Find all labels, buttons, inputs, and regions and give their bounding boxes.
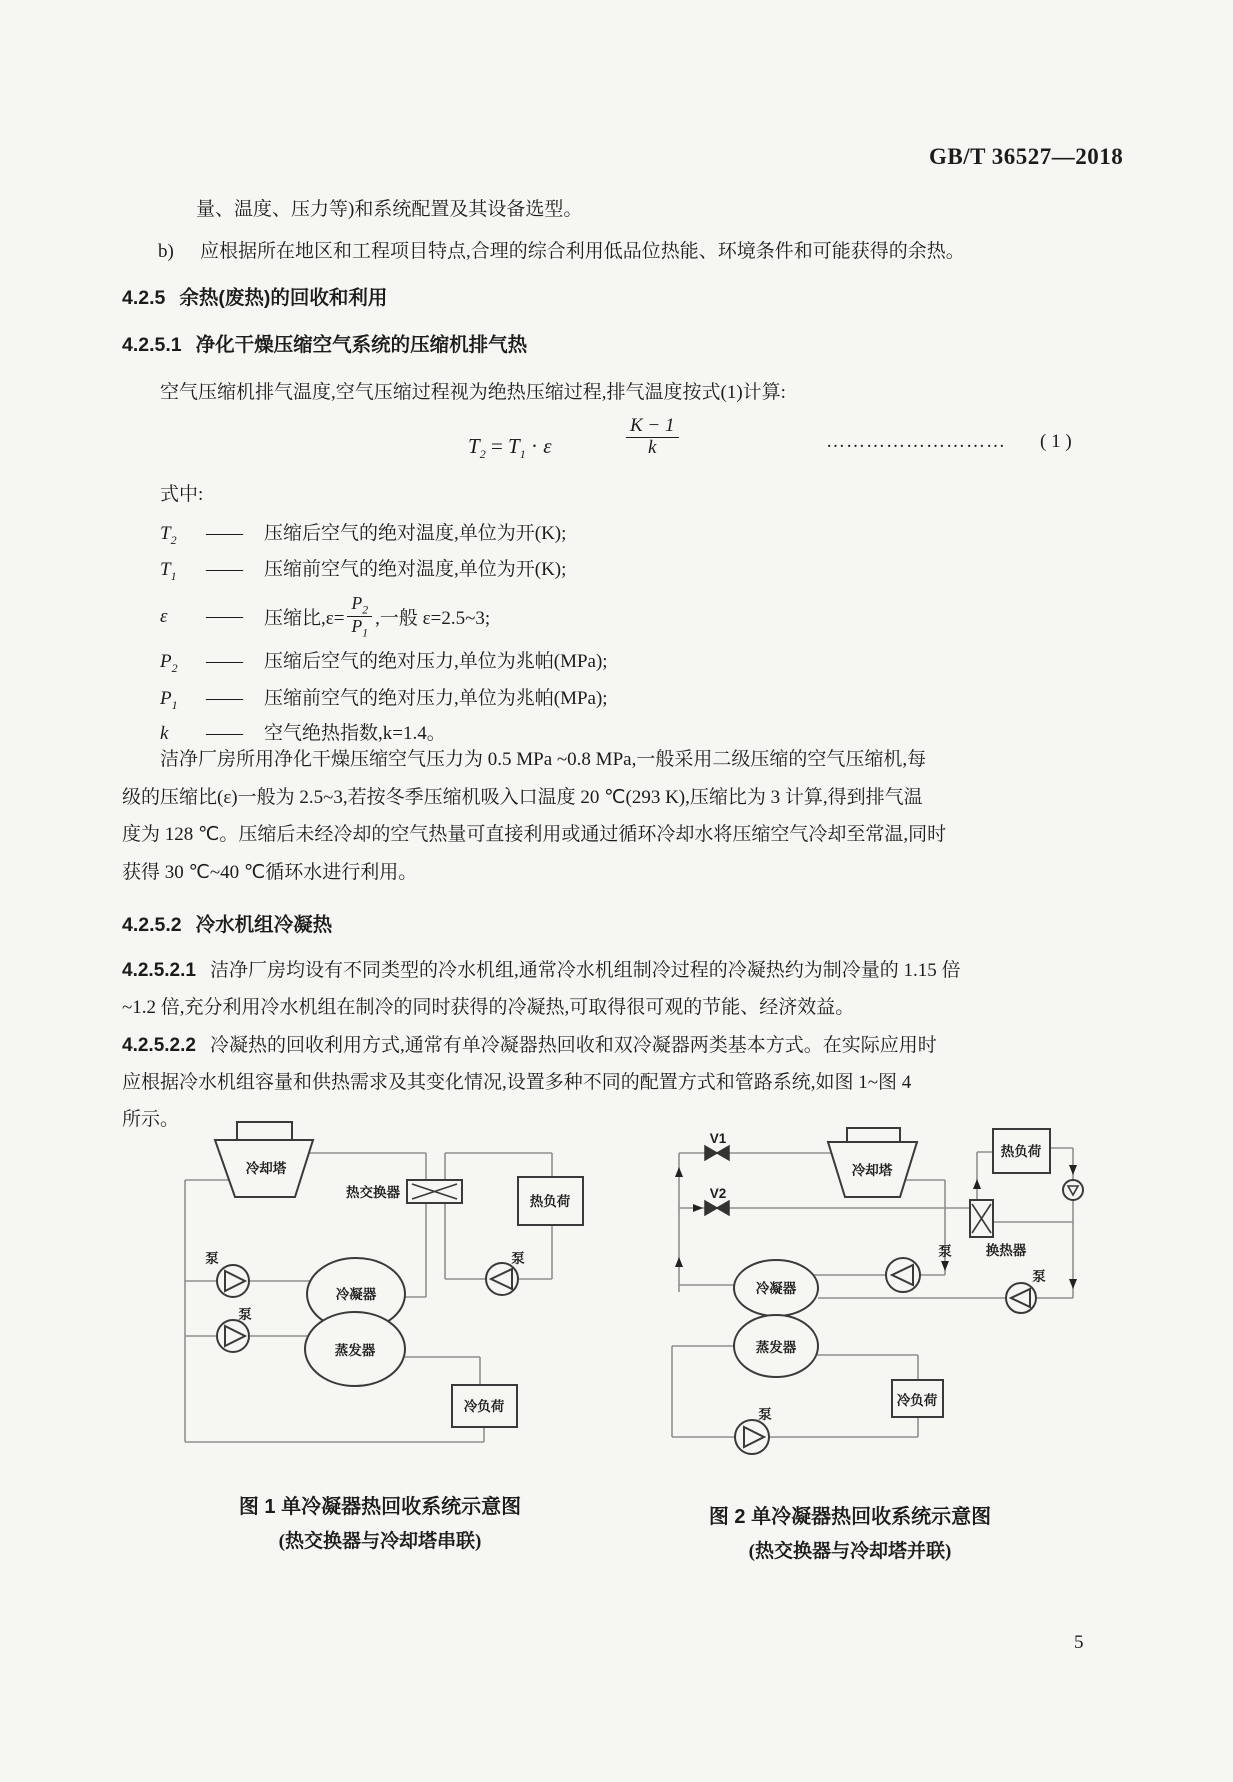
section-number: 4.2.5 [122,287,166,309]
pump-label: 泵 [238,1307,252,1322]
paragraph-42522-line1: 4.2.5.2.2 冷凝热的回收利用方式,通常有单冷凝器热回收和双冷凝器两类基本方式。在实际应用时 [122,1035,937,1056]
heat-exchanger [407,1180,462,1203]
section-heading-4251 [122,333,527,357]
section-number: 4.2.5.1 [122,334,182,356]
page-number: 5 [1074,1632,1084,1653]
section-title: 冷水机组冷凝热 [195,914,333,936]
cold-load-label: 冷负荷 [463,1399,505,1414]
symbol-row-p2: $P_2$ —— 压缩后空气的绝对压力,单位为兆帕(MPa); [160,651,608,675]
valve-icon-v1 [705,1146,729,1160]
body-paragraph-line: 获得 30 ℃~40 ℃循环水进行利用。 [122,862,418,883]
body-paragraph-line: 级的压缩比(ε)一般为 2.5~3,若按冬季压缩机吸入口温度 20 ℃(293 K),压缩比为 3 计算,得到排气温 [122,787,923,808]
figure-1-subcaption: (热交换器与冷却塔串联) [278,1531,482,1552]
formula-intro-paragraph: 空气压缩机排气温度,空气压缩过程视为绝热压缩过程,排气温度按式(1)计算: [160,382,786,403]
pump-icon [1006,1283,1036,1313]
equation-dot-leader: ……………………… [826,431,1006,452]
clause-number: 4.2.5.2.1 [122,960,196,981]
symbol-row-p1: $P_1$ —— 压缩前空气的绝对压力,单位为兆帕(MPa); [160,688,608,712]
figure-1-diagram [150,1115,610,1465]
list-item-b-text: 应根据所在地区和工程项目特点,合理的综合利用低品位热能、环境条件和可能获得的余热。 [200,241,965,262]
paragraph-42522-line2: 应根据冷水机组容量和供热需求及其变化情况,设置多种不同的配置方式和管路系统,如图 1~图 4 [122,1072,912,1093]
figure-2-diagram [615,1115,1085,1465]
pump-icon [217,1320,249,1352]
symbol-row-k: k —— 空气绝热指数,k=1.4。 [160,723,446,744]
section-heading-4252 [122,913,332,937]
pump-label: 泵 [758,1407,772,1422]
pump-label: 泵 [511,1251,525,1266]
equation-number: ( 1 ) [1040,431,1072,452]
paragraph-42521-line1: 4.2.5.2.1 洁净厂房均设有不同类型的冷水机组,通常冷水机组制冷过程的冷凝热约为制冷量的 1.15 倍 [122,960,961,981]
valve-icon-v2 [705,1201,729,1215]
condenser-label: 冷凝器 [335,1287,377,1302]
cold-load-label: 冷负荷 [896,1393,938,1408]
valve-v2-label: V2 [709,1186,727,1201]
pump-label: 泵 [205,1251,219,1266]
condenser-label: 冷凝器 [755,1281,797,1296]
cooling-tower-label: 冷却塔 [851,1163,893,1178]
body-paragraph-line: 洁净厂房所用净化干燥压缩空气压力为 0.5 MPa ~0.8 MPa,一般采用二级压缩的空气压缩机,每 [160,749,927,770]
equation-exponent-fraction: $\frac{K - 1}{k}$ [626,416,679,458]
cooling-tower-label: 冷却塔 [245,1161,287,1176]
section-title: 余热(废热)的回收和利用 [179,287,388,309]
heat-exchanger-label: 换热器 [985,1243,1027,1258]
list-item-b-label: b) [158,241,174,262]
section-heading-425 [122,286,387,310]
pump-icon [486,1263,518,1295]
pump-icon [1063,1180,1083,1200]
cooling-tower [215,1122,313,1197]
section-title: 净化干燥压缩空气系统的压缩机排气热 [195,334,528,356]
symbol-row-epsilon: ε —— 压缩比,ε= $\frac{P_2}{P_1}$ ,一般 ε=2.5~3; [160,593,491,640]
evaporator-label: 蒸发器 [334,1343,376,1358]
heat-exchanger-label: 热交换器 [346,1185,400,1200]
heat-load-label: 热负荷 [529,1194,571,1209]
clause-number: 4.2.5.2.2 [122,1035,196,1056]
pump-label: 泵 [1032,1269,1046,1284]
where-label: 式中: [160,484,204,505]
figure-1-caption: 图 1 单冷凝器热回收系统示意图 [238,1496,522,1518]
paragraph-42522-line3: 所示。 [122,1109,180,1130]
doc-number-header: GB/T 36527—2018 [929,144,1124,169]
pump-label: 泵 [938,1244,952,1259]
valve-v1-label: V1 [709,1131,727,1146]
figure-2-subcaption: (热交换器与冷却塔并联) [748,1541,952,1562]
symbol-row-t1: $T_1$ —— 压缩前空气的绝对温度,单位为开(K); [160,559,567,583]
symbol-row-t2: $T_2$ —— 压缩后空气的绝对温度,单位为开(K); [160,523,567,547]
figure-2-caption: 图 2 单冷凝器热回收系统示意图 [708,1506,992,1528]
paragraph-42521-line2: ~1.2 倍,充分利用冷水机组在制冷的同时获得的冷凝热,可取得很可观的节能、经济效益。 [122,997,855,1018]
heat-exchanger [970,1200,993,1237]
equation-main: $T_2 = T_1 \cdot \varepsilon$ [468,434,552,462]
paragraph-continuation-line: 量、温度、压力等)和系统配置及其设备选型。 [196,199,583,220]
evaporator-label: 蒸发器 [755,1340,797,1355]
pump-icon [886,1258,920,1292]
section-number: 4.2.5.2 [122,914,182,936]
heat-load-label: 热负荷 [1000,1144,1042,1159]
pump-icon [217,1265,249,1297]
body-paragraph-line: 度为 128 ℃。压缩后未经冷却的空气热量可直接利用或通过循环冷却水将压缩空气冷却至常温,同时 [122,824,947,845]
pump-icon [735,1420,769,1454]
